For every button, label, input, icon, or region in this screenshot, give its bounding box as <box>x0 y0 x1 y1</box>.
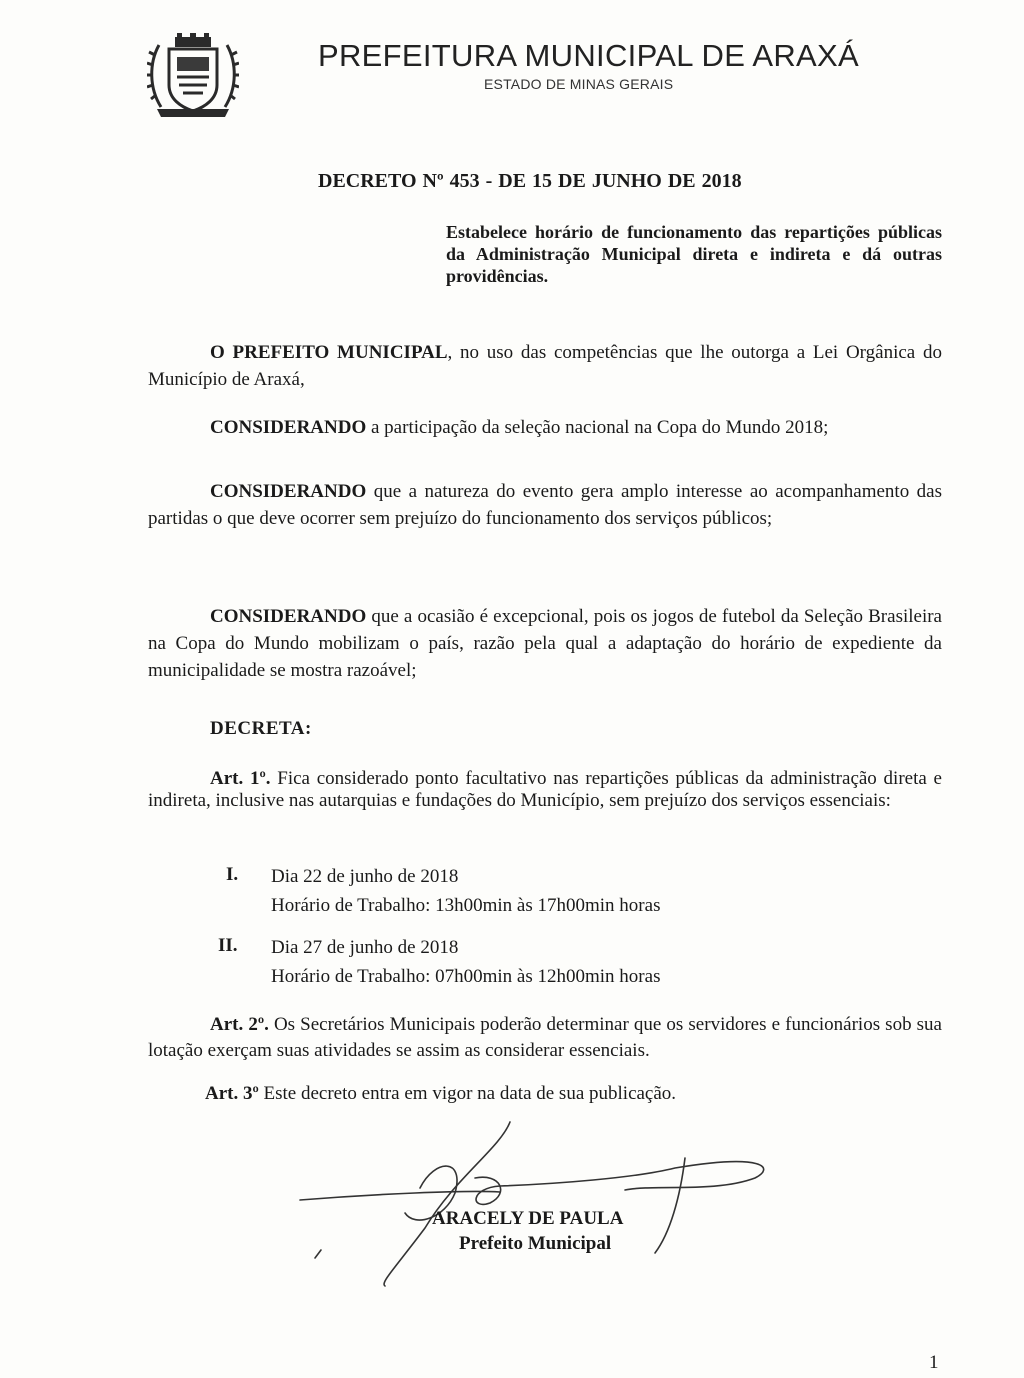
preamble-paragraph <box>148 339 942 393</box>
decree-ementa: Estabelece horário de funcionamento das repartições públicas da Administração Municipal direta e indireta e dá outras providências. <box>446 222 942 286</box>
preamble-bold: O PREFEITO MUNICIPAL <box>210 342 448 363</box>
item-date: Dia 22 de junho de 2018 <box>271 866 459 887</box>
article-1-text: Fica considerado ponto facultativo nas repartições públicas da administração direta e indireta, inclusive nas autarquias e fundações do Município, sem prejuízo dos serviços essenciais: <box>148 768 942 811</box>
signatory-name: ARACELY DE PAULA <box>432 1208 624 1229</box>
handwritten-signature-icon <box>295 1118 775 1288</box>
coat-of-arms-icon <box>147 33 239 119</box>
article-3 <box>205 1083 676 1105</box>
preamble-text: , no uso das competências que lhe outorga a Lei Orgânica do Município de Araxá, <box>148 342 942 390</box>
considerando-text-2: que a natureza do evento gera amplo interesse ao acompanhamento das partidas o que deve ocorrer sem prejuízo do funcionamento dos serviços públicos; <box>148 481 942 529</box>
signatory-role: Prefeito Municipal <box>459 1233 612 1254</box>
header-subtitle: ESTADO DE MINAS GERAIS <box>484 76 674 92</box>
article-1 <box>148 768 942 812</box>
considerando-text-1: a participação da seleção nacional na Copa do Mundo 2018; <box>366 417 829 438</box>
considerando-paragraph-1 <box>148 414 942 441</box>
item-number: II. <box>218 935 238 956</box>
considerando-text-3: que a ocasião é excepcional, pois os jogos de futebol da Seleção Brasileira na Copa do Mundo mobilizam o país, razão pela qual a adaptação do horário de expediente da municipalidade se mostra razoável; <box>148 606 942 681</box>
considerando-label: CONSIDERANDO <box>210 481 367 502</box>
decree-title: DECRETO Nº 453 - DE 15 DE JUNHO DE 2018 <box>318 170 742 192</box>
header-title: PREFEITURA MUNICIPAL DE ARAXÁ <box>318 38 859 73</box>
article-3-label: Art. 3º <box>205 1083 259 1104</box>
considerando-paragraph-2 <box>148 478 942 532</box>
item-hours: Horário de Trabalho: 13h00min às 17h00min horas <box>271 895 661 916</box>
article-1-label: Art. 1º. <box>210 768 271 789</box>
decreta-heading: DECRETA: <box>210 718 312 739</box>
considerando-label: CONSIDERANDO <box>210 417 367 438</box>
item-hours: Horário de Trabalho: 07h00min às 12h00min horas <box>271 966 661 987</box>
item-date: Dia 27 de junho de 2018 <box>271 937 459 958</box>
considerando-paragraph-3 <box>148 603 942 684</box>
article-3-text: Este decreto entra em vigor na data de sua publicação. <box>258 1083 677 1104</box>
article-2-label: Art. 2º. <box>210 1014 269 1035</box>
considerando-label: CONSIDERANDO <box>210 606 367 627</box>
page-number: 1 <box>929 1352 939 1373</box>
article-2-text: Os Secretários Municipais poderão determinar que os servidores e funcionários sob sua lotação exerçam suas atividades se assim as considerar essenciais. <box>148 1014 942 1061</box>
article-2 <box>148 1012 942 1064</box>
item-number: I. <box>226 864 239 885</box>
